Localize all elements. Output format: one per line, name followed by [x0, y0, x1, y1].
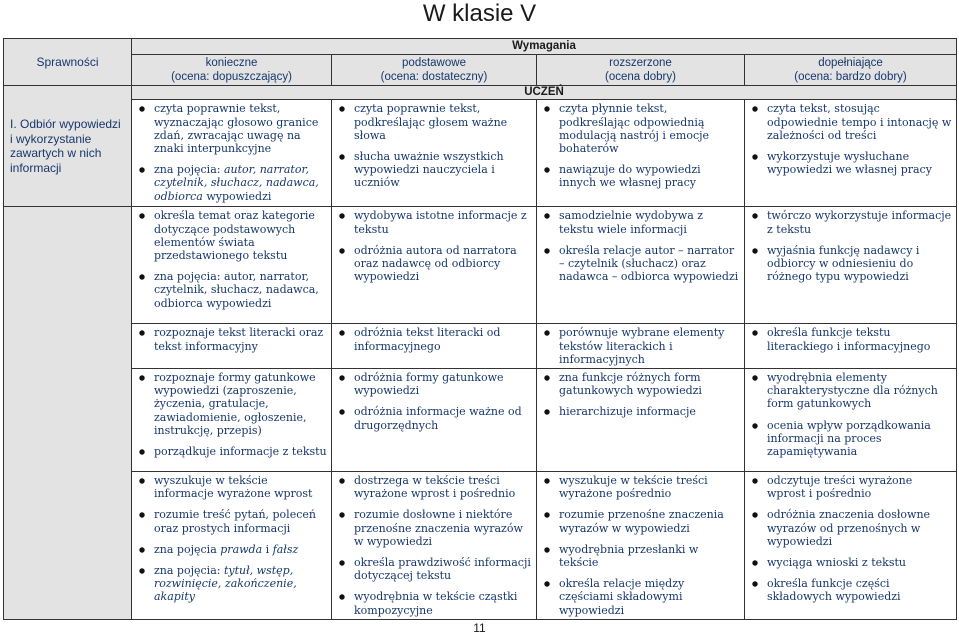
list-item [336, 556, 532, 582]
bullet-icon [339, 154, 345, 160]
list-item-text: twórczo wykorzystuje informacje z tekstu [767, 209, 952, 236]
list-item-text: odczytuje treści wyrażone wprost i pośrednio [767, 474, 913, 501]
list-item-text: odróżnia tekst literacki od informacyjnego [354, 326, 501, 353]
list-item-text: wyciąga wnioski z tekstu [767, 556, 906, 570]
list-item-text: wyjaśnia funkcję nadawcy i odbiorcy w odniesieniu do różnego typu wypowiedzi [767, 243, 920, 284]
table-cell [132, 100, 332, 207]
list-item [541, 163, 740, 189]
list-item-text: zna pojęcia: autor, narrator, czytelnik, słuchacz, nadawca, odbiorca wypowiedzi [154, 163, 319, 203]
list-item-text: odróżnia autora od narratora oraz nadawcę od odbiorcy wypowiedzi [354, 243, 517, 284]
list-item-text: porządkuje informacje z tekstu [154, 445, 327, 459]
table-row [4, 369, 957, 472]
bullet-icon [752, 581, 758, 587]
table-cell [332, 472, 537, 620]
list-item-text: zna funkcje różnych form gatunkowych wypowiedzi [559, 371, 702, 398]
level-grade: (ocena dobry) [605, 71, 676, 84]
list-item-text: zna pojęcia: autor, narrator, czytelnik, słuchacz, nadawca, odbiorca wypowiedzi [154, 270, 319, 310]
list-item-text: wyodrębnia przesłanki w tekście [559, 542, 699, 570]
list-item-text: czyta poprawnie tekst, wyznaczając głosowo granice zdań, zwracając uwagę na znaki interpunkcyjne [154, 102, 319, 156]
table-cell [537, 324, 745, 369]
table-cell [132, 369, 332, 472]
list-item-text: rozumie dosłowne i niektóre przenośne znaczenia wyrazów w wypowiedzi [354, 508, 523, 548]
table-cell [537, 369, 745, 472]
bullet-icon [139, 274, 145, 280]
list-item-text: odróżnia formy gatunkowe wypowiedzi [354, 371, 504, 398]
list-item-text: określa relacje autor – narrator – czytelnik (słuchacz) oraz nadawca – odbiorca wypowiedzi [559, 243, 739, 284]
list-item [749, 209, 952, 235]
list-item [749, 244, 952, 284]
list-item-text: rozumie przenośne znaczenia wyrazów w wypowiedzi [559, 508, 724, 535]
bullet-icon [339, 560, 345, 566]
bullet-icon [544, 512, 550, 518]
list-item [541, 508, 740, 534]
bullet-icon [752, 248, 758, 254]
list-item-text: nawiązuje do wypowiedzi innych we własnej pracy [559, 163, 701, 190]
list-item [336, 474, 532, 500]
list-item [336, 150, 532, 190]
list-item-text: hierarchizuje informacje [559, 405, 696, 419]
bullet-icon [752, 213, 758, 219]
sprawnosci-empty-cell [4, 207, 132, 619]
level-grade: (ocena: dostateczny) [380, 71, 488, 84]
list-item-text: określa prawdziwość informacji dotyczącej tekstu [354, 556, 531, 583]
list-item [336, 508, 532, 548]
list-item-text: czyta płynnie tekst, podkreślając odpowiednią modulacją nastrój i emocje bohaterów [559, 102, 710, 156]
list-item [749, 102, 952, 142]
list-item-text: rozumie treść pytań, poleceń oraz prostych informacji [154, 508, 316, 535]
level-header-podstawowe [332, 55, 537, 86]
list-item-text: samodzielnie wydobywa z tekstu wiele informacji [559, 209, 704, 236]
bullet-icon [339, 512, 345, 518]
list-item-text: zna pojęcia prawda i fałsz [154, 542, 299, 556]
table-cell [332, 324, 537, 369]
bullet-icon [752, 478, 758, 484]
list-item [749, 371, 952, 411]
list-item-text: zna pojęcia: tytuł, wstęp, rozwinięcie, zakończenie, akapity [154, 564, 297, 604]
list-item [336, 244, 532, 284]
page-number: 11 [473, 621, 486, 635]
bullet-icon [339, 330, 345, 336]
bullet-icon [139, 478, 145, 484]
list-item [136, 564, 327, 604]
table-cell [745, 369, 957, 472]
list-item [749, 508, 952, 548]
bullet-icon [139, 330, 145, 336]
list-item [336, 326, 532, 352]
level-name: rozszerzone [609, 57, 672, 70]
list-item-text: wykorzystuje wysłuchane wypowiedzi we własnej pracy [767, 150, 932, 177]
list-item-text: wyszukuje w tekście informacje wyrażone wprost [154, 474, 313, 501]
list-item [541, 577, 740, 617]
list-item-text: wydobywa istotne informacje z tekstu [354, 209, 527, 236]
list-item [749, 419, 952, 459]
list-item-text: określa temat oraz kategorie dotyczące podstawowych elementów świata przedstawionego tekstu [154, 209, 315, 263]
bullet-icon [339, 409, 345, 415]
list-item [136, 508, 327, 534]
list-item [336, 102, 532, 142]
bullet-icon [139, 512, 145, 518]
bullet-icon [339, 478, 345, 484]
list-item [749, 556, 952, 569]
table-row [4, 472, 957, 620]
table-cell [745, 207, 957, 324]
list-item [136, 163, 327, 203]
bullet-icon [544, 375, 550, 381]
list-item [136, 326, 327, 352]
wymagania-header: Wymagania [132, 39, 957, 55]
list-item-text: odróżnia znaczenia dosłowne wyrazów od przenośnych w wypowiedzi [767, 508, 931, 548]
bullet-icon [752, 375, 758, 381]
list-item-text: wyszukuje w tekście treści wyrażone pośrednio [559, 474, 708, 501]
table-row [4, 100, 957, 207]
level-header-konieczne [132, 55, 332, 86]
list-item-text: dostrzega w tekście treści wyrażone wprost i pośrednio [354, 474, 516, 501]
list-item [541, 474, 740, 500]
list-item [336, 371, 532, 397]
list-item [136, 270, 327, 310]
list-item [749, 150, 952, 176]
table-cell [332, 207, 537, 324]
bullet-icon [544, 330, 550, 336]
list-item-text: wyodrębnia w tekście cząstki kompozycyjne [354, 590, 518, 617]
bullet-icon [752, 154, 758, 160]
bullet-icon [139, 449, 145, 455]
bullet-icon [544, 248, 550, 254]
level-grade: (ocena: bardzo dobry) [794, 71, 907, 84]
list-item-text: odróżnia informacje ważne od drugorzędnych [354, 405, 522, 432]
list-item-text: określa relacje między częściami składowymi wypowiedzi [559, 577, 685, 617]
list-item [541, 405, 740, 418]
bullet-icon [544, 478, 550, 484]
list-item-text: czyta tekst, stosując odpowiednie tempo i intonację w zależności od treści [767, 102, 952, 142]
list-item-text: słucha uważnie wszystkich wypowiedzi nauczyciela i uczniów [354, 150, 504, 190]
bullet-icon [752, 423, 758, 429]
list-item-text: określa funkcje tekstu literackiego i informacyjnego [767, 326, 931, 353]
list-item [336, 405, 532, 431]
bullet-icon [139, 167, 145, 173]
page-title: W klasie V [422, 0, 537, 27]
level-header-dopelniajace [745, 55, 957, 86]
list-item [541, 102, 740, 155]
list-item [336, 590, 532, 616]
bullet-icon [339, 213, 345, 219]
table-cell [537, 100, 745, 207]
table-cell [132, 472, 332, 620]
bullet-icon [139, 568, 145, 574]
table-cell [745, 324, 957, 369]
bullet-icon [544, 167, 550, 173]
list-item-text: ocenia wpływ porządkowania informacji na proces zapamiętywania [767, 418, 931, 459]
list-item [541, 371, 740, 397]
bullet-icon [752, 512, 758, 518]
list-item [136, 474, 327, 500]
list-item-text: rozpoznaje formy gatunkowe wypowiedzi (zaproszenie, życzenia, gratulacje, zawiadomienie, ogłoszenie, instrukcję, przepis) [154, 371, 316, 437]
list-item [749, 326, 952, 352]
requirements-table [3, 38, 957, 620]
table-cell [132, 324, 332, 369]
table-cell [332, 100, 537, 207]
bullet-icon [544, 547, 550, 553]
bullet-icon [339, 594, 345, 600]
section-label: I. Odbiór wypowiedzi i wykorzystanie zawartych w nich informacji [4, 86, 132, 207]
list-item [136, 445, 327, 458]
list-item [136, 209, 327, 262]
list-item [336, 209, 532, 235]
bullet-icon [139, 213, 145, 219]
bullet-icon [139, 375, 145, 381]
bullet-icon [544, 213, 550, 219]
list-item [541, 543, 740, 569]
table-cell [745, 100, 957, 207]
table-cell [332, 369, 537, 472]
list-item [749, 474, 952, 500]
bullet-icon [752, 560, 758, 566]
table-cell [132, 207, 332, 324]
table-cell [745, 472, 957, 620]
bullet-icon [544, 106, 550, 112]
uczen-header: UCZEŃ [132, 86, 957, 100]
level-name: konieczne [205, 57, 258, 70]
bullet-icon [544, 581, 550, 587]
table-row [4, 324, 957, 369]
bullet-icon [339, 106, 345, 112]
bullet-icon [139, 106, 145, 112]
table-cell [537, 207, 745, 324]
table-row [4, 207, 957, 324]
list-item-text: porównuje wybrane elementy tekstów literackich i informacyjnych [559, 326, 725, 366]
level-name: dopełniające [818, 57, 883, 70]
list-item [541, 209, 740, 235]
bullet-icon [339, 248, 345, 254]
list-item-text: czyta poprawnie tekst, podkreślając głosem ważne słowa [354, 102, 508, 142]
list-item-text: rozpoznaje tekst literacki oraz tekst informacyjny [154, 326, 324, 353]
bullet-icon [752, 106, 758, 112]
list-item-text: określa funkcje części składowych wypowiedzi [767, 577, 901, 604]
level-grade: (ocena: dopuszczający) [171, 71, 292, 84]
level-name: podstawowe [402, 57, 466, 70]
list-item [541, 326, 740, 366]
list-item [136, 102, 327, 155]
bullet-icon [339, 375, 345, 381]
level-header-rozszerzone [537, 55, 745, 86]
sprawnosci-header: Sprawności [4, 39, 132, 86]
bullet-icon [752, 330, 758, 336]
list-item [541, 244, 740, 284]
list-item [136, 543, 327, 556]
list-item [749, 577, 952, 603]
bullet-icon [544, 409, 550, 415]
table-cell [537, 472, 745, 620]
bullet-icon [139, 547, 145, 553]
list-item-text: wyodrębnia elementy charakterystyczne dla różnych form gatunkowych [767, 371, 938, 411]
list-item [136, 371, 327, 437]
